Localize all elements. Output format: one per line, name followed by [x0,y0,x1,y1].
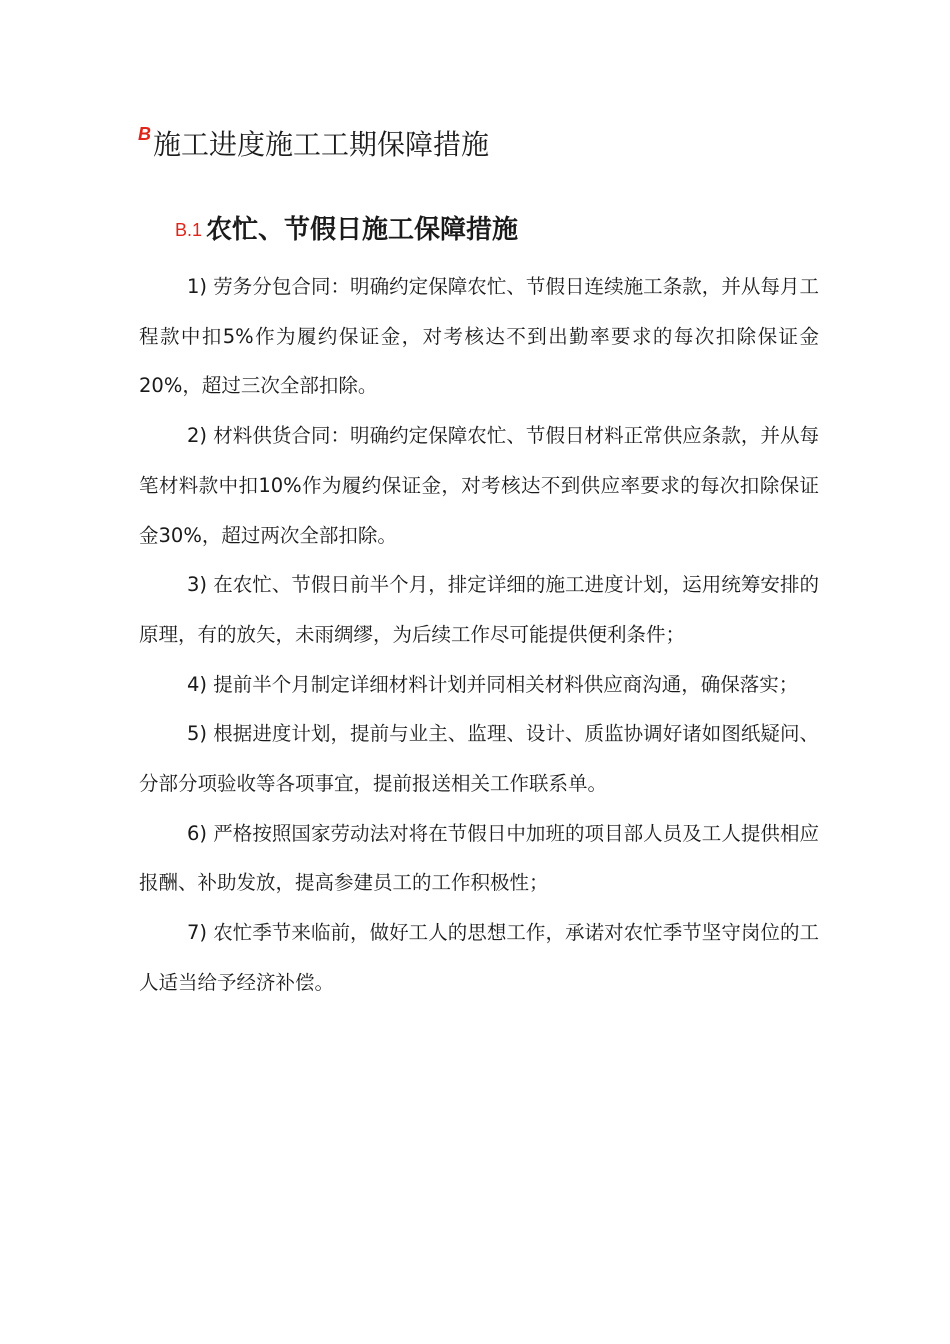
paragraph-3: 3) 在农忙、节假日前半个月，排定详细的施工进度计划，运用统筹安排的原理，有的放矢，未雨绸缪，为后续工作尽可能提供便利条件； [139,573,819,646]
section-heading [175,208,518,252]
paragraph-4: 4) 提前半个月制定详细材料计划并同相关材料供应商沟通，确保落实； [187,672,799,696]
section-title-text: 农忙、节假日施工保障措施 [206,215,519,245]
chapter-number: B [138,124,151,144]
section-number: B.1 [175,220,203,240]
paragraph-6: 6) 严格按照国家劳动法对将在节假日中加班的项目部人员及工人提供相应报酬、补助发放，提高参建员工的工作积极性； [139,821,819,895]
paragraph-2: 2) 材料供货合同：明确约定保障农忙、节假日材料正常供应条款，并从每笔材料款中扣10%作为履约保证金，对考核达不到供应率要求的每次扣除保证金30%，超过两次全部扣除。 [139,424,819,547]
chapter-heading [138,112,489,167]
paragraph-5: 5) 根据进度计划，提前与业主、监理、设计、质监协调好诸如图纸疑问、分部分项验收等各项事宜，提前报送相关工作联系单。 [139,722,819,796]
paragraph-7: 7) 农忙季节来临前，做好工人的思想工作，承诺对农忙季节坚守岗位的工人适当给予经济补偿。 [139,921,819,994]
chapter-title-text: 施工进度施工工期保障措施 [153,128,490,161]
paragraph-1: 1) 劳务分包合同：明确约定保障农忙、节假日连续施工条款，并从每月工程款中扣5%作为履约保证金，对考核达不到出勤率要求的每次扣除保证金20%，超过三次全部扣除。 [139,275,819,398]
document-body [139,262,819,1008]
